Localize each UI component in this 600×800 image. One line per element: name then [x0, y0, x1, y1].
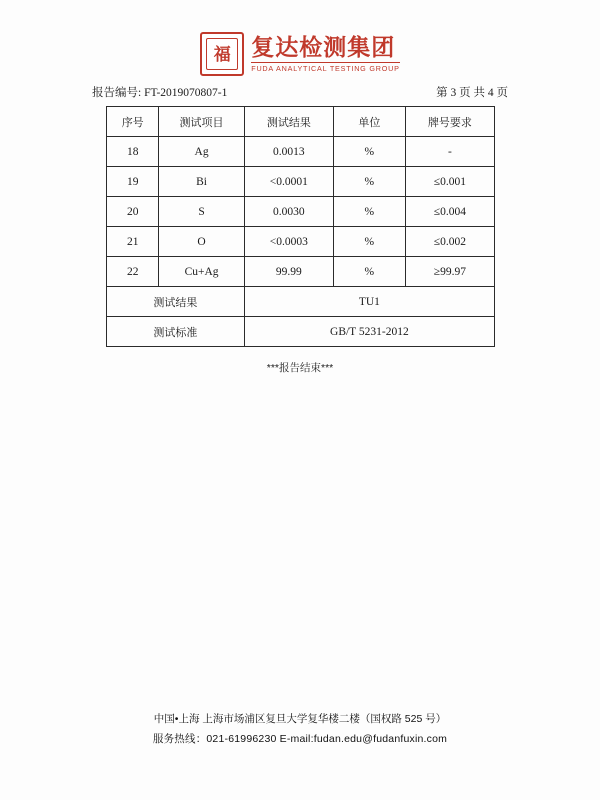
page-indicator: 第 3 页 共 4 页 [436, 87, 508, 99]
table-cell: % [333, 167, 405, 197]
table-cell: <0.0003 [244, 227, 333, 257]
seal-character: 福 [206, 38, 238, 70]
table-row [107, 167, 495, 197]
seal-icon [200, 32, 244, 76]
report-end-mark: ***报告结束*** [266, 362, 334, 374]
summary-label: 测试结果 [107, 287, 245, 317]
table-summary-row [107, 287, 495, 317]
table-header-row [107, 107, 495, 137]
table-cell: S [159, 197, 244, 227]
results-table-wrapper [106, 106, 495, 347]
table-cell: ≤0.002 [405, 227, 494, 257]
report-number [92, 84, 227, 100]
summary-label: 测试标准 [107, 317, 245, 347]
table-cell: % [333, 197, 405, 227]
column-header: 序号 [107, 107, 159, 137]
company-logo [0, 32, 600, 76]
table-cell: ≥99.97 [405, 257, 494, 287]
table-cell: 19 [107, 167, 159, 197]
summary-value: TU1 [244, 287, 494, 317]
table-cell: 99.99 [244, 257, 333, 287]
report-number-label: 报告编号: [92, 87, 142, 99]
table-cell: Ag [159, 137, 244, 167]
document-subheader [92, 84, 508, 100]
summary-value: GB/T 5231-2012 [244, 317, 494, 347]
footer-contact: 服务热线：021-61996230 E-mail:fudan.edu@fudanfuxin.com [152, 733, 448, 746]
table-cell: % [333, 137, 405, 167]
column-header: 测试结果 [244, 107, 333, 137]
table-cell: ≤0.004 [405, 197, 494, 227]
table-row [107, 227, 495, 257]
table-cell: % [333, 257, 405, 287]
table-cell: 21 [107, 227, 159, 257]
table-summary-row [107, 317, 495, 347]
table-cell: % [333, 227, 405, 257]
column-header: 牌号要求 [405, 107, 494, 137]
table-row [107, 197, 495, 227]
results-table [106, 106, 495, 347]
table-cell: Bi [159, 167, 244, 197]
table-cell: 0.0013 [244, 137, 333, 167]
company-name-en: FUDA ANALYTICAL TESTING GROUP [251, 63, 400, 73]
column-header: 单位 [333, 107, 405, 137]
table-cell: 22 [107, 257, 159, 287]
document-footer [0, 710, 600, 750]
table-row [107, 137, 495, 167]
table-cell: Cu+Ag [159, 257, 244, 287]
table-cell: O [159, 227, 244, 257]
table-cell: <0.0001 [244, 167, 333, 197]
footer-address: 中国•上海 上海市场浦区复旦大学复华楼二楼（国权路 525 号） [153, 713, 447, 726]
column-header: 测试项目 [159, 107, 244, 137]
table-cell: ≤0.001 [405, 167, 494, 197]
table-cell: 20 [107, 197, 159, 227]
table-cell: - [405, 137, 494, 167]
report-number-value: FT-2019070807-1 [144, 87, 228, 99]
table-cell: 0.0030 [244, 197, 333, 227]
results-table-body [107, 107, 495, 347]
table-cell: 18 [107, 137, 159, 167]
table-row [107, 257, 495, 287]
company-name-cn: 复达检测集团 [251, 33, 396, 60]
